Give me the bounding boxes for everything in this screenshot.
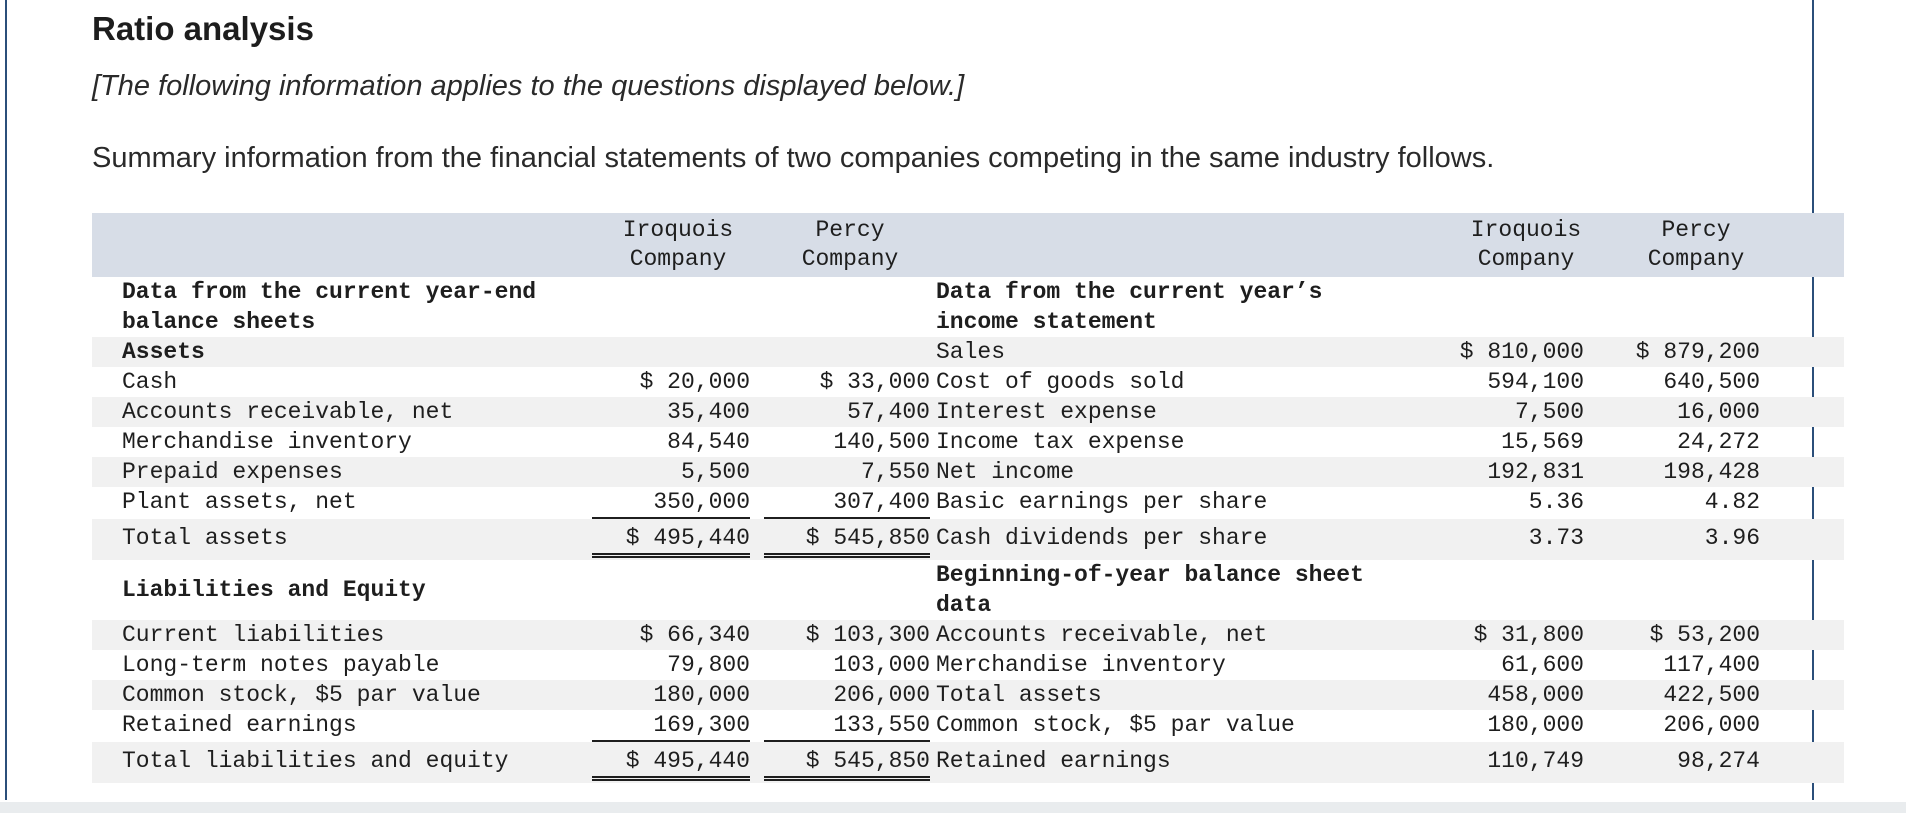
row-label: Retained earnings (122, 712, 357, 738)
table-row (92, 620, 1844, 650)
row-label: Retained earnings (936, 742, 1446, 783)
value-iroquois: $ 495,440 (592, 519, 764, 560)
value-iroquois: 5,500 (592, 457, 764, 487)
value-percy: 198,428 (1606, 457, 1786, 487)
value-iroquois: 180,000 (1487, 712, 1584, 738)
value-percy: 133,550 (764, 710, 936, 742)
row-label: Current liabilities (122, 620, 592, 650)
bottom-band (0, 802, 1906, 813)
row-label: Merchandise inventory (936, 652, 1226, 678)
value-percy: 98,274 (1606, 742, 1786, 783)
row-label: Plant assets, net (122, 489, 357, 515)
value-iroquois: 61,600 (1501, 652, 1584, 678)
table-row (92, 457, 1844, 487)
value-iroquois: 15,569 (1501, 429, 1584, 455)
value-percy: 206,000 (1663, 712, 1760, 738)
value-percy: 140,500 (833, 429, 930, 455)
value-iroquois: $ 31,800 (1446, 620, 1606, 650)
table-row (92, 427, 1844, 457)
value-iroquois: 192,831 (1446, 457, 1606, 487)
page-subtitle: [The following information applies to the questions displayed below.] (92, 70, 965, 102)
income-statement-section-title: Data from the current year’s income statement (936, 279, 1323, 335)
value-iroquois: $ 495,440 (592, 742, 764, 783)
value-iroquois: 169,300 (592, 710, 764, 742)
value-iroquois: 458,000 (1446, 680, 1606, 710)
value-percy: 307,400 (764, 487, 936, 519)
table-row (92, 680, 1844, 710)
row-label: Total assets (936, 680, 1446, 710)
value-percy: 24,272 (1677, 429, 1760, 455)
table-header-row (92, 213, 1844, 277)
col-header-percy-right: Percy Company (1606, 213, 1786, 277)
row-label: Long-term notes payable (122, 652, 440, 678)
table-row (92, 487, 1844, 519)
value-percy: $ 879,200 (1606, 337, 1786, 367)
table-row (92, 710, 1844, 742)
value-iroquois: $ 20,000 (639, 369, 750, 395)
row-label: Net income (936, 457, 1446, 487)
value-iroquois: $ 66,340 (592, 620, 764, 650)
row-label: Sales (936, 337, 1446, 367)
row-label: Income tax expense (936, 429, 1185, 455)
value-iroquois: $ 810,000 (1446, 337, 1606, 367)
col-header-iroquois-right: Iroquois Company (1446, 213, 1606, 277)
total-assets-label: Total assets (122, 519, 592, 560)
table-row (92, 277, 1844, 337)
total-liabilities-label: Total liabilities and equity (122, 742, 592, 783)
table-row (92, 397, 1844, 427)
table-row (92, 560, 1844, 620)
row-label: Cash dividends per share (936, 519, 1446, 560)
page-title: Ratio analysis (92, 10, 314, 47)
value-iroquois: 110,749 (1446, 742, 1606, 783)
row-label: Merchandise inventory (122, 429, 412, 455)
value-iroquois: 84,540 (667, 429, 750, 455)
table-row (92, 337, 1844, 367)
table-row (92, 742, 1844, 783)
row-label: Cash (122, 369, 178, 395)
value-percy: $ 53,200 (1606, 620, 1786, 650)
beginning-balance-section-title: Beginning-of-year balance sheet data (936, 562, 1364, 618)
value-iroquois: 7,500 (1446, 397, 1606, 427)
value-iroquois: 5.36 (1528, 489, 1584, 515)
liabilities-heading: Liabilities and Equity (122, 577, 426, 603)
value-percy: $ 545,850 (764, 519, 936, 560)
value-percy: 7,550 (764, 457, 936, 487)
value-iroquois: 79,800 (667, 652, 750, 678)
value-percy: $ 103,300 (764, 620, 936, 650)
value-percy: 3.96 (1606, 519, 1786, 560)
row-label: Interest expense (936, 397, 1446, 427)
value-percy: $ 545,850 (764, 742, 936, 783)
value-percy: 4.82 (1704, 489, 1760, 515)
table-row (92, 519, 1844, 560)
value-percy: 117,400 (1663, 652, 1760, 678)
row-label: Common stock, $5 par value (936, 712, 1295, 738)
assets-heading: Assets (122, 337, 592, 367)
row-label: Basic earnings per share (936, 489, 1268, 515)
col-header-iroquois-left: Iroquois Company (592, 213, 764, 277)
row-label: Common stock, $5 par value (122, 680, 592, 710)
value-iroquois: 180,000 (592, 680, 764, 710)
value-percy: 422,500 (1606, 680, 1786, 710)
value-percy: 640,500 (1663, 369, 1760, 395)
value-iroquois: 3.73 (1446, 519, 1606, 560)
row-label: Prepaid expenses (122, 457, 592, 487)
value-percy: $ 33,000 (819, 369, 930, 395)
value-percy: 57,400 (764, 397, 936, 427)
left-frame-border (5, 0, 7, 800)
value-percy: 206,000 (764, 680, 936, 710)
row-label: Accounts receivable, net (936, 620, 1446, 650)
table-row (92, 367, 1844, 397)
table-row (92, 650, 1844, 680)
intro-text: Summary information from the financial statements of two companies competing in the same industry follows. (92, 142, 1495, 174)
col-header-percy-left: Percy Company (764, 213, 936, 277)
value-iroquois: 594,100 (1487, 369, 1584, 395)
value-percy: 103,000 (833, 652, 930, 678)
financial-data-table (92, 213, 1844, 783)
value-percy: 16,000 (1606, 397, 1786, 427)
balance-sheet-section-title: Data from the current year-end balance sheets (122, 279, 537, 335)
row-label: Cost of goods sold (936, 369, 1185, 395)
value-iroquois: 350,000 (592, 487, 764, 519)
row-label: Accounts receivable, net (122, 397, 592, 427)
value-iroquois: 35,400 (592, 397, 764, 427)
